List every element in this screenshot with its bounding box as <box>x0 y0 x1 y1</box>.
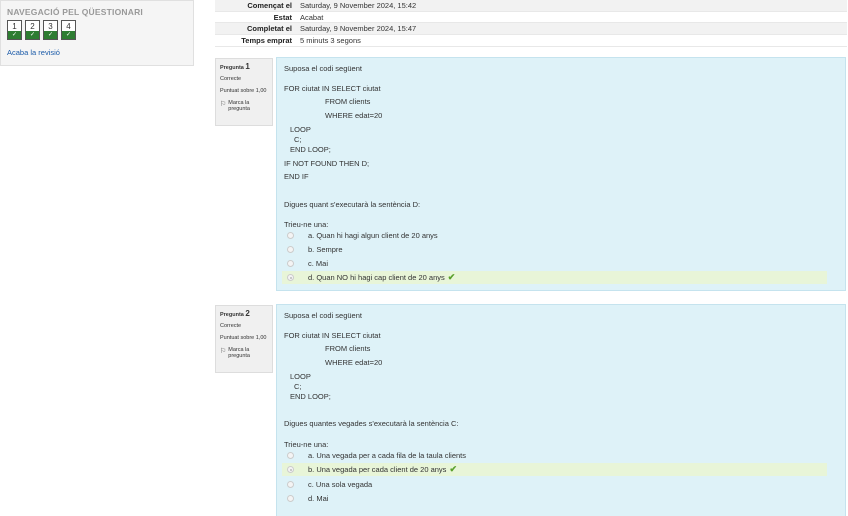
code-line: C; <box>294 382 302 391</box>
quiz-navigation <box>0 0 194 66</box>
nav-question-3-button[interactable] <box>43 20 58 40</box>
code-line: FROM clients <box>325 344 371 353</box>
nav-question-number: 3 <box>48 22 53 31</box>
summary-row <box>215 0 847 12</box>
code-line: END IF <box>284 172 309 181</box>
answer-radio[interactable] <box>287 246 294 253</box>
choose-one-label: Trieu-ne una: <box>284 220 329 229</box>
answer-option-a[interactable] <box>282 229 827 242</box>
question-number-value: 2 <box>245 309 250 318</box>
answer-radio[interactable] <box>287 495 294 502</box>
answer-text: a. Una vegada per a cada fila de la taula clients <box>308 451 467 460</box>
question-1-content <box>276 57 846 291</box>
answer-option-c[interactable] <box>282 478 827 491</box>
answer-radio[interactable] <box>287 232 294 239</box>
summary-label: Temps emprat <box>241 36 292 46</box>
finish-review-link[interactable]: Acaba la revisió <box>7 48 60 57</box>
code-line: WHERE edat=20 <box>325 358 383 367</box>
summary-value: Saturday, 9 November 2024, 15:47 <box>300 24 417 34</box>
answer-option-d[interactable] <box>282 271 827 284</box>
code-line: IF NOT FOUND THEN D; <box>284 159 370 168</box>
code-line: FROM clients <box>325 97 371 106</box>
summary-label: Començat el <box>247 1 292 10</box>
nav-question-1-button[interactable] <box>7 20 22 40</box>
code-line: LOOP <box>290 125 311 134</box>
nav-question-number: 4 <box>66 22 71 31</box>
question-number <box>220 62 268 71</box>
code-line: END LOOP; <box>290 392 331 401</box>
answer-text: b. Sempre <box>308 245 343 254</box>
question-number <box>220 309 268 318</box>
nav-buttons <box>7 20 76 40</box>
answer-option-b[interactable] <box>282 243 827 256</box>
answer-radio[interactable] <box>287 274 294 281</box>
question-2-info <box>215 305 273 373</box>
code-line: FOR ciutat IN SELECT ciutat <box>284 84 381 93</box>
question-1-info <box>215 58 273 126</box>
flag-label: Marca la pregunta <box>228 100 250 112</box>
summary-value: Saturday, 9 November 2024, 15:42 <box>300 1 417 10</box>
question-prompt: Digues quantes vegades s'executarà la sentència C: <box>284 419 459 428</box>
question-state: Correcte <box>220 323 242 329</box>
question-state: Correcte <box>220 76 242 82</box>
answer-option-b[interactable] <box>282 463 827 476</box>
summary-label: Estat <box>273 12 292 22</box>
answer-option-a[interactable] <box>282 449 827 462</box>
check-icon: ✓ <box>8 31 21 39</box>
answer-radio[interactable] <box>287 481 294 488</box>
question-number-prefix: Pregunta <box>220 65 244 71</box>
question-prompt: Digues quant s'executarà la sentència D: <box>284 200 421 209</box>
code-line: C; <box>294 135 302 144</box>
summary-row <box>215 35 847 47</box>
question-text: Suposa el codi següent <box>284 311 362 320</box>
answer-text: c. Una sola vegada <box>308 480 373 489</box>
attempt-summary-table <box>215 0 847 47</box>
choose-one-label: Trieu-ne una: <box>284 440 329 449</box>
answer-text: d. Mai <box>308 494 329 503</box>
code-line: END LOOP; <box>290 145 331 154</box>
question-grade: Puntuat sobre 1,00 <box>220 88 267 94</box>
nav-question-2-button[interactable] <box>25 20 40 40</box>
flag-icon: ⚐ <box>220 348 227 355</box>
code-line: WHERE edat=20 <box>325 111 383 120</box>
answer-radio[interactable] <box>287 260 294 267</box>
question-number-prefix: Pregunta <box>220 312 244 318</box>
summary-value: Acabat <box>300 12 324 22</box>
question-text: Suposa el codi següent <box>284 64 362 73</box>
answer-text: c. Mai <box>308 259 329 268</box>
answer-option-d[interactable] <box>282 492 827 505</box>
answer-text: d. Quan NO hi hagi cap client de 20 anys <box>308 273 445 282</box>
code-line: FOR ciutat IN SELECT ciutat <box>284 331 381 340</box>
check-icon: ✓ <box>44 31 57 39</box>
question-number-value: 1 <box>245 62 250 71</box>
summary-label: Completat el <box>246 24 292 34</box>
flag-question-button[interactable] <box>220 100 268 112</box>
code-line: LOOP <box>290 372 311 381</box>
summary-row <box>215 23 847 35</box>
answer-option-c[interactable] <box>282 257 827 270</box>
flag-icon: ⚐ <box>220 101 227 108</box>
nav-title: NAVEGACIÓ PEL QÜESTIONARI <box>7 7 143 17</box>
correct-tick-icon: ✔ <box>449 464 457 474</box>
answer-text: b. Una vegada per cada client de 20 anys <box>308 465 447 474</box>
answer-text: a. Quan hi hagi algun client de 20 anys <box>308 231 438 240</box>
check-icon: ✓ <box>62 31 75 39</box>
summary-row <box>215 12 847 24</box>
flag-question-button[interactable] <box>220 347 268 359</box>
summary-value: 5 minuts 3 segons <box>300 36 361 46</box>
question-grade: Puntuat sobre 1,00 <box>220 335 267 341</box>
nav-question-4-button[interactable] <box>61 20 76 40</box>
answer-radio[interactable] <box>287 466 294 473</box>
check-icon: ✓ <box>26 31 39 39</box>
flag-label: Marca la pregunta <box>228 347 250 359</box>
answer-radio[interactable] <box>287 452 294 459</box>
nav-question-number: 2 <box>30 22 35 31</box>
correct-tick-icon: ✔ <box>447 272 456 282</box>
question-2-content <box>276 304 846 516</box>
nav-question-number: 1 <box>12 22 17 31</box>
